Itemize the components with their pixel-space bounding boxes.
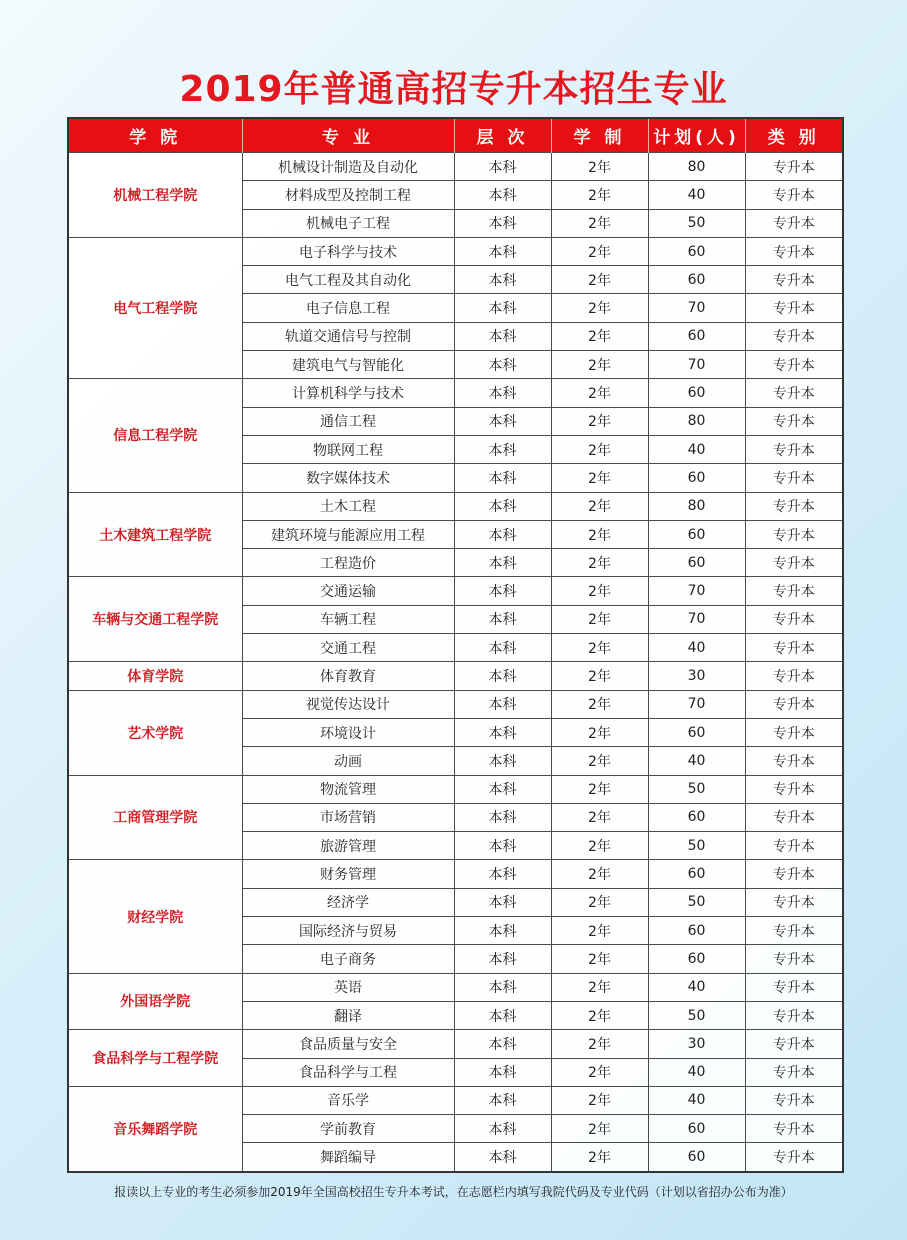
plan-cell: 50 bbox=[648, 888, 745, 916]
level-cell: 本科 bbox=[454, 435, 551, 463]
header-college: 学 院 bbox=[68, 118, 242, 153]
major-cell: 食品科学与工程 bbox=[242, 1058, 454, 1086]
plan-cell: 70 bbox=[648, 351, 745, 379]
college-name: 音乐舞蹈学院 bbox=[68, 1086, 242, 1171]
level-cell: 本科 bbox=[454, 662, 551, 690]
college-name: 土木建筑工程学院 bbox=[68, 492, 242, 577]
college-name: 食品科学与工程学院 bbox=[68, 1030, 242, 1087]
college-name: 财经学院 bbox=[68, 860, 242, 973]
level-cell: 本科 bbox=[454, 803, 551, 831]
college-name: 电气工程学院 bbox=[68, 237, 242, 378]
major-cell: 物流管理 bbox=[242, 775, 454, 803]
type-cell: 专升本 bbox=[745, 888, 843, 916]
major-cell: 音乐学 bbox=[242, 1086, 454, 1114]
type-cell: 专升本 bbox=[745, 860, 843, 888]
duration-cell: 2年 bbox=[551, 832, 648, 860]
table-row bbox=[68, 662, 843, 690]
type-cell: 专升本 bbox=[745, 1086, 843, 1114]
major-cell: 环境设计 bbox=[242, 718, 454, 746]
level-cell: 本科 bbox=[454, 945, 551, 973]
duration-cell: 2年 bbox=[551, 1030, 648, 1058]
major-cell: 建筑环境与能源应用工程 bbox=[242, 520, 454, 548]
plan-cell: 60 bbox=[648, 520, 745, 548]
major-cell: 数字媒体技术 bbox=[242, 464, 454, 492]
duration-cell: 2年 bbox=[551, 634, 648, 662]
type-cell: 专升本 bbox=[745, 492, 843, 520]
table-row bbox=[68, 775, 843, 803]
type-cell: 专升本 bbox=[745, 690, 843, 718]
major-cell: 交通工程 bbox=[242, 634, 454, 662]
level-cell: 本科 bbox=[454, 379, 551, 407]
plan-cell: 40 bbox=[648, 181, 745, 209]
type-cell: 专升本 bbox=[745, 1030, 843, 1058]
duration-cell: 2年 bbox=[551, 209, 648, 237]
duration-cell: 2年 bbox=[551, 973, 648, 1001]
plan-cell: 80 bbox=[648, 407, 745, 435]
duration-cell: 2年 bbox=[551, 520, 648, 548]
level-cell: 本科 bbox=[454, 577, 551, 605]
table-row bbox=[68, 492, 843, 520]
major-cell: 物联网工程 bbox=[242, 435, 454, 463]
type-cell: 专升本 bbox=[745, 634, 843, 662]
plan-cell: 60 bbox=[648, 860, 745, 888]
plan-cell: 80 bbox=[648, 153, 745, 181]
table-row bbox=[68, 577, 843, 605]
major-cell: 计算机科学与技术 bbox=[242, 379, 454, 407]
duration-cell: 2年 bbox=[551, 181, 648, 209]
major-cell: 翻译 bbox=[242, 1001, 454, 1029]
plan-cell: 70 bbox=[648, 294, 745, 322]
level-cell: 本科 bbox=[454, 237, 551, 265]
level-cell: 本科 bbox=[454, 690, 551, 718]
duration-cell: 2年 bbox=[551, 718, 648, 746]
duration-cell: 2年 bbox=[551, 803, 648, 831]
level-cell: 本科 bbox=[454, 718, 551, 746]
plan-cell: 60 bbox=[648, 379, 745, 407]
plan-cell: 40 bbox=[648, 973, 745, 1001]
level-cell: 本科 bbox=[454, 1030, 551, 1058]
duration-cell: 2年 bbox=[551, 775, 648, 803]
header-type: 类 别 bbox=[745, 118, 843, 153]
page-title: 2019年普通高招专升本招生专业 bbox=[179, 69, 728, 110]
level-cell: 本科 bbox=[454, 492, 551, 520]
plan-cell: 70 bbox=[648, 577, 745, 605]
type-cell: 专升本 bbox=[745, 1001, 843, 1029]
major-cell: 视觉传达设计 bbox=[242, 690, 454, 718]
major-cell: 机械设计制造及自动化 bbox=[242, 153, 454, 181]
footnote: 报读以上专业的考生必须参加2019年全国高校招生专升本考试，在志愿栏内填写我院代码及专业代码（计划以省招办公布为准） bbox=[114, 1185, 793, 1199]
major-cell: 工程造价 bbox=[242, 549, 454, 577]
level-cell: 本科 bbox=[454, 351, 551, 379]
table-row bbox=[68, 153, 843, 181]
table-header bbox=[68, 118, 843, 153]
duration-cell: 2年 bbox=[551, 917, 648, 945]
level-cell: 本科 bbox=[454, 549, 551, 577]
duration-cell: 2年 bbox=[551, 266, 648, 294]
major-cell: 英语 bbox=[242, 973, 454, 1001]
plan-cell: 40 bbox=[648, 435, 745, 463]
level-cell: 本科 bbox=[454, 322, 551, 350]
college-name: 外国语学院 bbox=[68, 973, 242, 1030]
college-name: 信息工程学院 bbox=[68, 379, 242, 492]
level-cell: 本科 bbox=[454, 181, 551, 209]
plan-cell: 30 bbox=[648, 1030, 745, 1058]
type-cell: 专升本 bbox=[745, 577, 843, 605]
major-cell: 旅游管理 bbox=[242, 832, 454, 860]
plan-cell: 70 bbox=[648, 690, 745, 718]
major-cell: 通信工程 bbox=[242, 407, 454, 435]
header-level: 层 次 bbox=[454, 118, 551, 153]
major-cell: 建筑电气与智能化 bbox=[242, 351, 454, 379]
plan-cell: 70 bbox=[648, 605, 745, 633]
major-cell: 财务管理 bbox=[242, 860, 454, 888]
plan-cell: 60 bbox=[648, 464, 745, 492]
major-cell: 食品质量与安全 bbox=[242, 1030, 454, 1058]
major-cell: 电子商务 bbox=[242, 945, 454, 973]
type-cell: 专升本 bbox=[745, 549, 843, 577]
plan-cell: 30 bbox=[648, 662, 745, 690]
duration-cell: 2年 bbox=[551, 747, 648, 775]
type-cell: 专升本 bbox=[745, 181, 843, 209]
type-cell: 专升本 bbox=[745, 379, 843, 407]
plan-cell: 60 bbox=[648, 266, 745, 294]
major-cell: 电子信息工程 bbox=[242, 294, 454, 322]
level-cell: 本科 bbox=[454, 1001, 551, 1029]
level-cell: 本科 bbox=[454, 860, 551, 888]
plan-cell: 40 bbox=[648, 1058, 745, 1086]
major-cell: 土木工程 bbox=[242, 492, 454, 520]
major-cell: 市场营销 bbox=[242, 803, 454, 831]
level-cell: 本科 bbox=[454, 747, 551, 775]
level-cell: 本科 bbox=[454, 294, 551, 322]
plan-cell: 60 bbox=[648, 237, 745, 265]
header-plan: 计划(人) bbox=[648, 118, 745, 153]
plan-cell: 60 bbox=[648, 917, 745, 945]
major-cell: 经济学 bbox=[242, 888, 454, 916]
enrollment-table bbox=[67, 117, 844, 1173]
type-cell: 专升本 bbox=[745, 266, 843, 294]
type-cell: 专升本 bbox=[745, 1115, 843, 1143]
level-cell: 本科 bbox=[454, 1058, 551, 1086]
type-cell: 专升本 bbox=[745, 435, 843, 463]
type-cell: 专升本 bbox=[745, 322, 843, 350]
type-cell: 专升本 bbox=[745, 775, 843, 803]
duration-cell: 2年 bbox=[551, 322, 648, 350]
type-cell: 专升本 bbox=[745, 237, 843, 265]
table-row bbox=[68, 973, 843, 1001]
type-cell: 专升本 bbox=[745, 832, 843, 860]
table-body bbox=[68, 153, 843, 1172]
plan-cell: 40 bbox=[648, 1086, 745, 1114]
duration-cell: 2年 bbox=[551, 153, 648, 181]
plan-cell: 80 bbox=[648, 492, 745, 520]
plan-cell: 60 bbox=[648, 1115, 745, 1143]
level-cell: 本科 bbox=[454, 605, 551, 633]
type-cell: 专升本 bbox=[745, 1143, 843, 1172]
type-cell: 专升本 bbox=[745, 153, 843, 181]
plan-cell: 60 bbox=[648, 549, 745, 577]
level-cell: 本科 bbox=[454, 464, 551, 492]
duration-cell: 2年 bbox=[551, 407, 648, 435]
level-cell: 本科 bbox=[454, 407, 551, 435]
level-cell: 本科 bbox=[454, 1143, 551, 1172]
type-cell: 专升本 bbox=[745, 294, 843, 322]
plan-cell: 50 bbox=[648, 209, 745, 237]
table-row bbox=[68, 860, 843, 888]
duration-cell: 2年 bbox=[551, 690, 648, 718]
type-cell: 专升本 bbox=[745, 1058, 843, 1086]
level-cell: 本科 bbox=[454, 917, 551, 945]
duration-cell: 2年 bbox=[551, 945, 648, 973]
duration-cell: 2年 bbox=[551, 1058, 648, 1086]
college-name: 体育学院 bbox=[68, 662, 242, 690]
major-cell: 国际经济与贸易 bbox=[242, 917, 454, 945]
level-cell: 本科 bbox=[454, 775, 551, 803]
college-name: 机械工程学院 bbox=[68, 153, 242, 238]
duration-cell: 2年 bbox=[551, 860, 648, 888]
college-name: 车辆与交通工程学院 bbox=[68, 577, 242, 662]
level-cell: 本科 bbox=[454, 888, 551, 916]
level-cell: 本科 bbox=[454, 153, 551, 181]
table-row bbox=[68, 1030, 843, 1058]
duration-cell: 2年 bbox=[551, 464, 648, 492]
level-cell: 本科 bbox=[454, 1086, 551, 1114]
type-cell: 专升本 bbox=[745, 662, 843, 690]
major-cell: 车辆工程 bbox=[242, 605, 454, 633]
type-cell: 专升本 bbox=[745, 973, 843, 1001]
duration-cell: 2年 bbox=[551, 662, 648, 690]
plan-cell: 60 bbox=[648, 1143, 745, 1172]
level-cell: 本科 bbox=[454, 634, 551, 662]
level-cell: 本科 bbox=[454, 1115, 551, 1143]
college-name: 工商管理学院 bbox=[68, 775, 242, 860]
major-cell: 交通运输 bbox=[242, 577, 454, 605]
level-cell: 本科 bbox=[454, 973, 551, 1001]
level-cell: 本科 bbox=[454, 209, 551, 237]
type-cell: 专升本 bbox=[745, 605, 843, 633]
duration-cell: 2年 bbox=[551, 1086, 648, 1114]
type-cell: 专升本 bbox=[745, 718, 843, 746]
level-cell: 本科 bbox=[454, 266, 551, 294]
level-cell: 本科 bbox=[454, 832, 551, 860]
duration-cell: 2年 bbox=[551, 351, 648, 379]
plan-cell: 60 bbox=[648, 718, 745, 746]
duration-cell: 2年 bbox=[551, 549, 648, 577]
plan-cell: 40 bbox=[648, 747, 745, 775]
major-cell: 电气工程及其自动化 bbox=[242, 266, 454, 294]
major-cell: 动画 bbox=[242, 747, 454, 775]
plan-cell: 60 bbox=[648, 945, 745, 973]
type-cell: 专升本 bbox=[745, 747, 843, 775]
major-cell: 体育教育 bbox=[242, 662, 454, 690]
major-cell: 材料成型及控制工程 bbox=[242, 181, 454, 209]
plan-cell: 50 bbox=[648, 1001, 745, 1029]
table-row bbox=[68, 690, 843, 718]
major-cell: 学前教育 bbox=[242, 1115, 454, 1143]
type-cell: 专升本 bbox=[745, 209, 843, 237]
type-cell: 专升本 bbox=[745, 520, 843, 548]
duration-cell: 2年 bbox=[551, 435, 648, 463]
plan-cell: 40 bbox=[648, 634, 745, 662]
type-cell: 专升本 bbox=[745, 407, 843, 435]
duration-cell: 2年 bbox=[551, 605, 648, 633]
type-cell: 专升本 bbox=[745, 464, 843, 492]
table-row bbox=[68, 1086, 843, 1114]
plan-cell: 60 bbox=[648, 322, 745, 350]
duration-cell: 2年 bbox=[551, 237, 648, 265]
level-cell: 本科 bbox=[454, 520, 551, 548]
major-cell: 轨道交通信号与控制 bbox=[242, 322, 454, 350]
plan-cell: 60 bbox=[648, 803, 745, 831]
duration-cell: 2年 bbox=[551, 888, 648, 916]
major-cell: 电子科学与技术 bbox=[242, 237, 454, 265]
plan-cell: 50 bbox=[648, 832, 745, 860]
major-cell: 舞蹈编导 bbox=[242, 1143, 454, 1172]
college-name: 艺术学院 bbox=[68, 690, 242, 775]
table-row bbox=[68, 379, 843, 407]
type-cell: 专升本 bbox=[745, 351, 843, 379]
plan-cell: 50 bbox=[648, 775, 745, 803]
duration-cell: 2年 bbox=[551, 1115, 648, 1143]
duration-cell: 2年 bbox=[551, 577, 648, 605]
duration-cell: 2年 bbox=[551, 294, 648, 322]
type-cell: 专升本 bbox=[745, 803, 843, 831]
header-major: 专 业 bbox=[242, 118, 454, 153]
header-duration: 学 制 bbox=[551, 118, 648, 153]
major-cell: 机械电子工程 bbox=[242, 209, 454, 237]
type-cell: 专升本 bbox=[745, 917, 843, 945]
duration-cell: 2年 bbox=[551, 1143, 648, 1172]
header-row bbox=[68, 118, 843, 153]
duration-cell: 2年 bbox=[551, 379, 648, 407]
table-row bbox=[68, 237, 843, 265]
type-cell: 专升本 bbox=[745, 945, 843, 973]
duration-cell: 2年 bbox=[551, 1001, 648, 1029]
duration-cell: 2年 bbox=[551, 492, 648, 520]
